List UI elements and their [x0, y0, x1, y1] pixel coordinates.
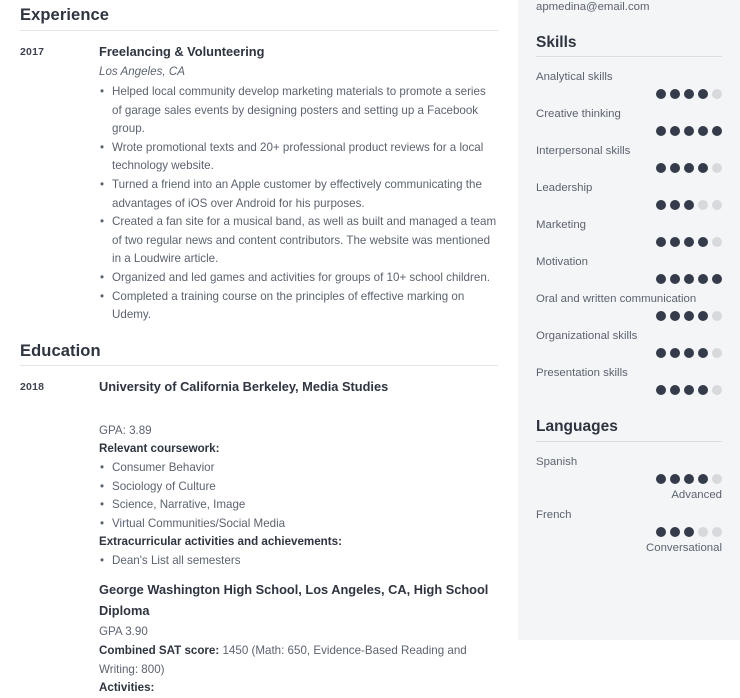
- list-item: • Consumer Behavior: [99, 459, 498, 478]
- rating-dot-filled: [656, 163, 666, 173]
- coursework-list: [99, 459, 498, 533]
- skill-row: [536, 213, 722, 250]
- skill-row: [536, 65, 722, 102]
- rating-dot-filled: [670, 163, 680, 173]
- language-level-label: Conversational: [646, 541, 722, 554]
- rating-dot-filled: [656, 126, 666, 136]
- rating-dot-filled: [656, 385, 666, 395]
- rating-dot-filled: [698, 89, 708, 99]
- skill-name: Presentation skills: [536, 367, 628, 380]
- skill-name: Oral and written communication: [536, 293, 697, 306]
- education-entry-body: [99, 378, 498, 697]
- list-item: • Created a fan site for a musical band, as well as built and managed a team of two regular news and content contributors. The website was mentioned in a Loudwire article.: [99, 213, 498, 269]
- rating-dots: [536, 160, 722, 176]
- education-gpa: GPA: 3.89: [99, 423, 152, 437]
- language-name: Spanish: [536, 455, 578, 468]
- education-heading: Education: [20, 341, 101, 360]
- skill-name: Leadership: [536, 182, 593, 195]
- rating-dot-empty: [712, 311, 722, 321]
- skill-row: [536, 139, 722, 176]
- activities-label: Activities:: [99, 681, 155, 695]
- list-item: • Science, Narrative, Image: [99, 496, 498, 515]
- rating-dots: [536, 234, 722, 250]
- rating-dot-filled: [698, 348, 708, 358]
- rating-dot-filled: [656, 527, 666, 537]
- languages-list: [536, 450, 722, 556]
- language-level-label: Advanced: [671, 488, 722, 501]
- skill-row: [536, 250, 722, 287]
- education-gap: [99, 400, 498, 422]
- rating-dots: [536, 197, 722, 213]
- list-item: • Turned a friend into an Apple customer by effectively communicating the advantages of iOS over Android for his purposes.: [99, 176, 498, 213]
- rating-dot-filled: [670, 89, 680, 99]
- experience-entry-date: 2017: [20, 45, 45, 58]
- rating-dots: [536, 345, 722, 361]
- extracurricular-label: Extracurricular activities and achievements:: [99, 535, 342, 549]
- highschool-gpa: GPA 3.90: [99, 625, 148, 639]
- section-spacer: [20, 325, 498, 336]
- rating-dot-filled: [684, 274, 694, 284]
- skill-name: Analytical skills: [536, 71, 613, 84]
- skill-row: [536, 176, 722, 213]
- experience-heading: Experience: [20, 6, 110, 24]
- languages-divider: [536, 441, 722, 442]
- rating-dot-filled: [656, 237, 666, 247]
- rating-dots: [536, 308, 722, 324]
- rating-dot-empty: [698, 527, 708, 537]
- rating-dot-empty: [712, 200, 722, 210]
- rating-dot-filled: [712, 126, 722, 136]
- education-section: [20, 336, 498, 698]
- rating-dot-filled: [684, 89, 694, 99]
- rating-dot-filled: [684, 163, 694, 173]
- experience-job-location: Los Angeles, CA: [99, 64, 185, 78]
- rating-dots: [536, 271, 722, 287]
- languages-heading: Languages: [536, 418, 618, 436]
- skill-name: Motivation: [536, 256, 588, 269]
- contact-email: apmedina@email.com: [536, 1, 650, 13]
- rating-dot-filled: [698, 163, 708, 173]
- rating-dot-filled: [712, 274, 722, 284]
- rating-dot-filled: [684, 348, 694, 358]
- rating-dot-filled: [670, 348, 680, 358]
- rating-dot-empty: [712, 527, 722, 537]
- rating-dot-empty: [712, 237, 722, 247]
- rating-dot-empty: [712, 385, 722, 395]
- rating-dot-filled: [684, 311, 694, 321]
- rating-dots: [536, 524, 722, 540]
- language-row: [536, 503, 722, 556]
- skill-row: [536, 287, 722, 324]
- list-item: • Completed a training course on the principles of effective marking on Udemy.: [99, 288, 498, 325]
- experience-entry: [20, 43, 498, 325]
- rating-dot-filled: [684, 126, 694, 136]
- rating-dot-filled: [698, 385, 708, 395]
- experience-bullet-list: [99, 83, 498, 325]
- education-entry-date: 2018: [20, 381, 45, 394]
- rating-dot-filled: [656, 274, 666, 284]
- rating-dot-empty: [712, 348, 722, 358]
- rating-dot-filled: [698, 274, 708, 284]
- rating-dot-empty: [712, 89, 722, 99]
- skill-row: [536, 102, 722, 139]
- rating-dot-filled: [656, 474, 666, 484]
- rating-dot-filled: [698, 237, 708, 247]
- skills-divider: [536, 56, 722, 57]
- rating-dot-filled: [698, 311, 708, 321]
- rating-dot-filled: [670, 274, 680, 284]
- skill-row: [536, 324, 722, 361]
- resume-sidebar: [518, 0, 740, 640]
- rating-dot-filled: [670, 237, 680, 247]
- skill-name: Creative thinking: [536, 108, 621, 121]
- list-item: • Sociology of Culture: [99, 478, 498, 497]
- experience-entry-body: [99, 43, 498, 325]
- experience-job-title: Freelancing & Volunteering: [99, 43, 265, 59]
- rating-dot-filled: [684, 385, 694, 395]
- skills-list: [536, 65, 722, 398]
- rating-dot-filled: [684, 200, 694, 210]
- rating-dot-filled: [670, 474, 680, 484]
- experience-divider: [20, 30, 498, 31]
- list-item: • Dean's List all semesters: [99, 552, 498, 571]
- rating-dot-filled: [698, 474, 708, 484]
- rating-dot-filled: [684, 527, 694, 537]
- list-item: • Wrote promotional texts and 20+ professional product reviews for a local technology website.: [99, 139, 498, 176]
- skill-name: Interpersonal skills: [536, 145, 631, 158]
- coursework-label: Relevant coursework:: [99, 442, 220, 456]
- language-name: French: [536, 508, 572, 521]
- skill-name: Organizational skills: [536, 330, 638, 343]
- rating-dot-filled: [684, 474, 694, 484]
- education-entry: [20, 378, 498, 697]
- list-item: • Virtual Communities/Social Media: [99, 515, 498, 534]
- highschool-name: George Washington High School, Los Angeles, CA, High School Diploma: [99, 582, 489, 618]
- rating-dot-filled: [656, 89, 666, 99]
- rating-dot-filled: [656, 348, 666, 358]
- rating-dot-empty: [712, 474, 722, 484]
- rating-dot-filled: [656, 311, 666, 321]
- rating-dots: [536, 86, 722, 102]
- rating-dot-filled: [670, 385, 680, 395]
- list-item: • Helped local community develop marketing materials to promote a series of garage sales events by designing posters and setting up a Facebook group.: [99, 83, 498, 139]
- skill-row: [536, 361, 722, 398]
- rating-dots: [536, 382, 722, 398]
- rating-dot-empty: [698, 200, 708, 210]
- rating-dot-filled: [670, 311, 680, 321]
- rating-dots: [536, 123, 722, 139]
- skill-name: Marketing: [536, 219, 587, 232]
- sat-score-label: Combined SAT score:: [99, 644, 220, 658]
- rating-dot-filled: [670, 126, 680, 136]
- skills-heading: Skills: [536, 34, 577, 51]
- education-divider: [20, 365, 498, 366]
- rating-dot-filled: [670, 200, 680, 210]
- sat-score-value: 1450 (Math: 650, Evidence-Based Reading and Writing: 800): [99, 644, 467, 676]
- rating-dots: [536, 471, 722, 487]
- rating-dot-empty: [712, 163, 722, 173]
- rating-dot-filled: [698, 126, 708, 136]
- sat-score-line: [99, 642, 498, 679]
- extracurricular-list: [99, 552, 498, 571]
- rating-dot-filled: [684, 237, 694, 247]
- experience-section: [20, 0, 498, 325]
- rating-dot-filled: [670, 527, 680, 537]
- rating-dot-filled: [656, 200, 666, 210]
- language-row: [536, 450, 722, 503]
- education-university-name: University of California Berkeley, Media Studies: [99, 379, 389, 395]
- list-item: • Organized and led games and activities for groups of 10+ school children.: [99, 269, 498, 288]
